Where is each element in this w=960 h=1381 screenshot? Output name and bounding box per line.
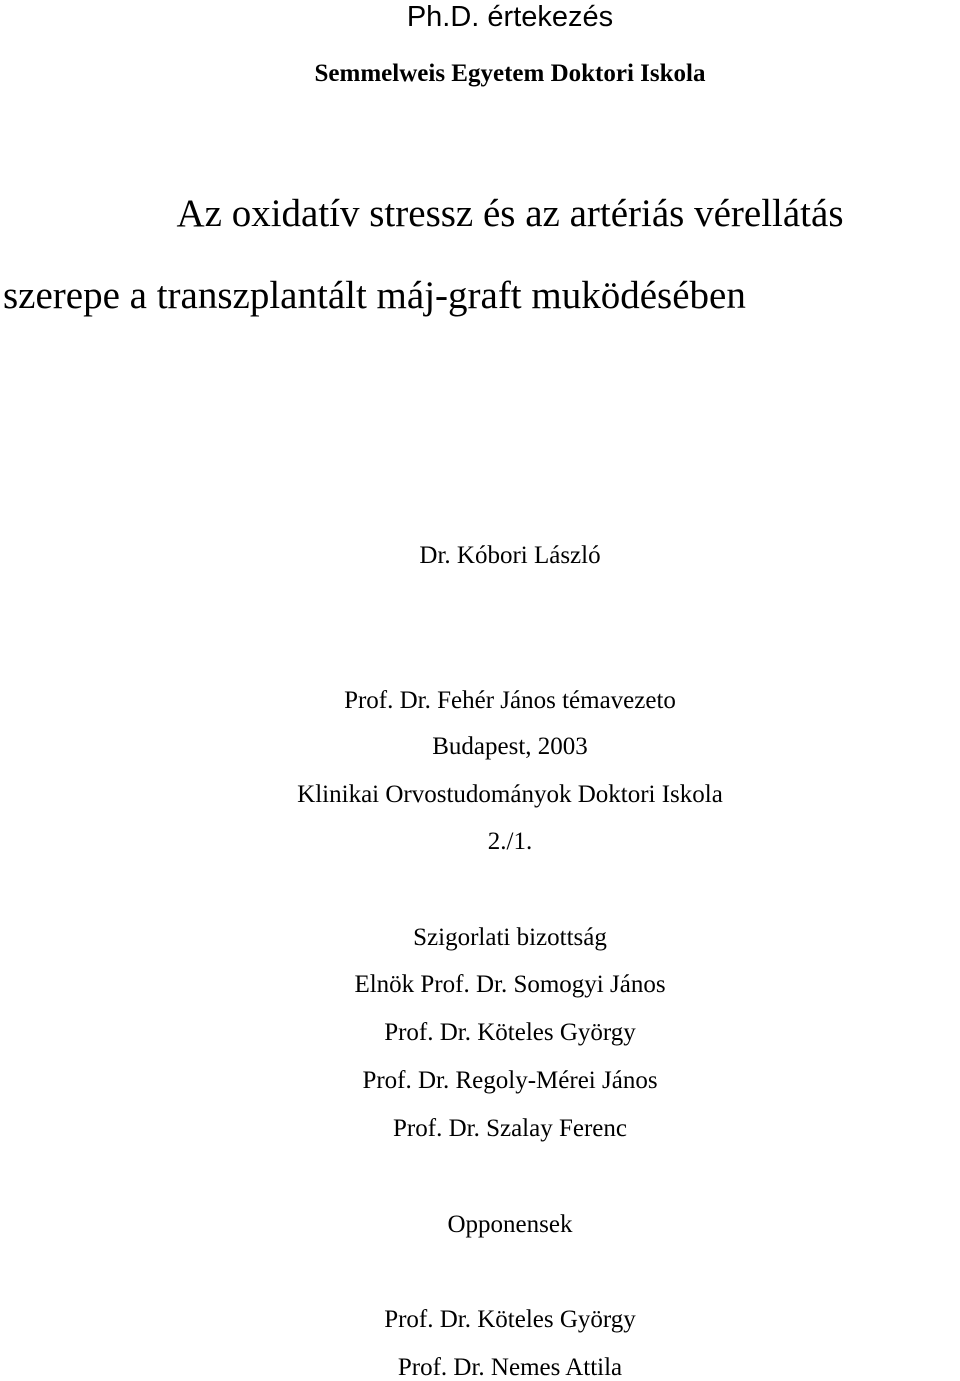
supervisor: Prof. Dr. Fehér János témavezeto (344, 687, 676, 714)
program-number: 2./1. (487, 828, 533, 855)
committee-chair: Elnök Prof. Dr. Somogyi János (354, 971, 666, 998)
committee-member: Prof. Dr. Regoly-Mérei János (362, 1067, 658, 1094)
opponents-heading: Opponensek (447, 1211, 573, 1238)
opponent: Prof. Dr. Nemes Attila (397, 1354, 623, 1381)
opponent: Prof. Dr. Köteles György (384, 1306, 636, 1333)
author-name: Dr. Kóbori László (419, 542, 601, 569)
thesis-title-line-2: szerepe a transzplantált máj-graft muködésében (3, 274, 746, 317)
place-and-year: Budapest, 2003 (432, 733, 588, 760)
committee-member: Prof. Dr. Szalay Ferenc (393, 1115, 627, 1142)
school-name: Semmelweis Egyetem Doktori Iskola (314, 60, 706, 87)
committee-heading: Szigorlati bizottság (413, 924, 607, 951)
document-type: Ph.D. értekezés (406, 1, 614, 33)
committee-member: Prof. Dr. Köteles György (384, 1019, 636, 1046)
doctoral-program: Klinikai Orvostudományok Doktori Iskola (297, 781, 723, 808)
thesis-title-line-1: Az oxidatív stressz és az artériás vérellátás (176, 192, 844, 235)
